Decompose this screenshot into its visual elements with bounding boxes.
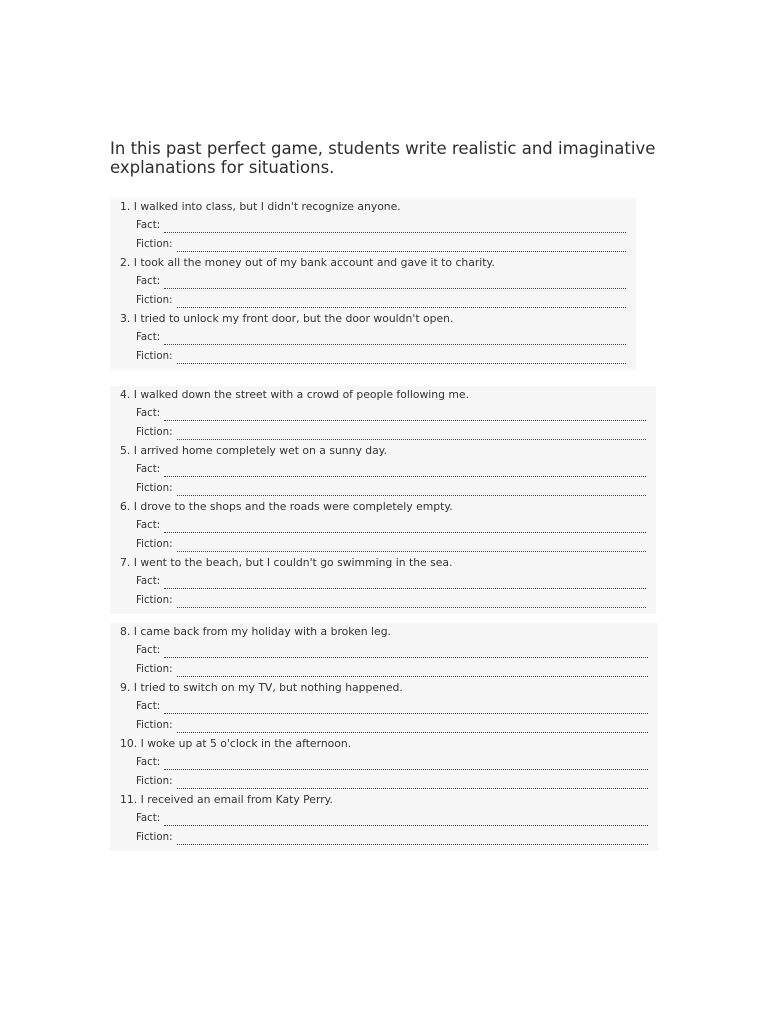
fact-line[interactable]	[136, 698, 648, 716]
answer-blank[interactable]	[164, 704, 648, 714]
exercise-item	[110, 198, 636, 254]
fiction-label: Fiction:	[136, 427, 173, 438]
answer-blank[interactable]	[164, 467, 646, 477]
item-prompt: 1. I walked into class, but I didn't recognize anyone.	[120, 200, 401, 213]
answer-blank[interactable]	[164, 760, 648, 770]
item-prompt: 3. I tried to unlock my front door, but the door wouldn't open.	[120, 312, 454, 325]
answer-blank[interactable]	[177, 486, 647, 496]
answer-blank[interactable]	[177, 598, 647, 608]
fiction-line[interactable]	[136, 348, 626, 366]
fiction-label: Fiction:	[136, 595, 173, 606]
answer-blank[interactable]	[164, 411, 646, 421]
fact-line[interactable]	[136, 461, 646, 479]
exercise-item	[110, 498, 656, 554]
item-prompt: 8. I came back from my holiday with a broken leg.	[120, 625, 391, 638]
exercise-item	[110, 310, 636, 366]
fact-line[interactable]	[136, 810, 648, 828]
fact-line[interactable]	[136, 517, 646, 535]
answer-blank[interactable]	[164, 279, 626, 289]
fiction-line[interactable]	[136, 236, 626, 254]
fiction-line[interactable]	[136, 717, 648, 735]
exercise-item	[110, 735, 658, 791]
fiction-label: Fiction:	[136, 539, 173, 550]
fact-label: Fact:	[136, 520, 161, 531]
answer-blank[interactable]	[177, 354, 627, 364]
fiction-line[interactable]	[136, 661, 648, 679]
fact-label: Fact:	[136, 576, 161, 587]
fiction-label: Fiction:	[136, 664, 173, 675]
fiction-label: Fiction:	[136, 351, 173, 362]
answer-blank[interactable]	[164, 523, 646, 533]
exercise-item	[110, 554, 656, 610]
fact-label: Fact:	[136, 220, 161, 231]
item-prompt: 5. I arrived home completely wet on a sunny day.	[120, 444, 388, 457]
item-prompt: 9. I tried to switch on my TV, but nothing happened.	[120, 681, 403, 694]
fiction-label: Fiction:	[136, 239, 173, 250]
fact-label: Fact:	[136, 701, 161, 712]
answer-blank[interactable]	[164, 335, 626, 345]
exercise-item	[110, 442, 656, 498]
fact-label: Fact:	[136, 757, 161, 768]
fiction-line[interactable]	[136, 592, 646, 610]
fact-line[interactable]	[136, 273, 626, 291]
fiction-label: Fiction:	[136, 483, 173, 494]
answer-blank[interactable]	[177, 667, 649, 677]
item-prompt: 10. I woke up at 5 o'clock in the afternoon.	[120, 737, 352, 750]
answer-blank[interactable]	[177, 542, 647, 552]
answer-blank[interactable]	[177, 430, 647, 440]
fact-line[interactable]	[136, 754, 648, 772]
answer-blank[interactable]	[177, 242, 627, 252]
page-title: In this past perfect game, students write realistic and imaginative explanations for situations.	[110, 139, 656, 177]
exercise-item	[110, 386, 656, 442]
fact-line[interactable]	[136, 642, 648, 660]
fiction-label: Fiction:	[136, 832, 173, 843]
fact-line[interactable]	[136, 329, 626, 347]
answer-blank[interactable]	[177, 723, 649, 733]
answer-blank[interactable]	[177, 298, 627, 308]
exercise-block-3	[110, 623, 658, 851]
item-prompt: 6. I drove to the shops and the roads were completely empty.	[120, 500, 453, 513]
answer-blank[interactable]	[164, 579, 646, 589]
fiction-line[interactable]	[136, 424, 646, 442]
item-prompt: 2. I took all the money out of my bank account and gave it to charity.	[120, 256, 495, 269]
exercise-item	[110, 791, 658, 847]
fact-line[interactable]	[136, 573, 646, 591]
fact-label: Fact:	[136, 645, 161, 656]
fiction-line[interactable]	[136, 292, 626, 310]
fact-label: Fact:	[136, 464, 161, 475]
exercise-item	[110, 623, 658, 679]
exercise-block-1	[110, 198, 636, 370]
item-prompt: 11. I received an email from Katy Perry.	[120, 793, 333, 806]
answer-blank[interactable]	[164, 223, 626, 233]
exercise-item	[110, 679, 658, 735]
fiction-label: Fiction:	[136, 720, 173, 731]
item-prompt: 7. I went to the beach, but I couldn't go swimming in the sea.	[120, 556, 453, 569]
fiction-label: Fiction:	[136, 295, 173, 306]
exercise-item	[110, 254, 636, 310]
fact-label: Fact:	[136, 813, 161, 824]
fiction-line[interactable]	[136, 536, 646, 554]
fiction-line[interactable]	[136, 773, 648, 791]
answer-blank[interactable]	[164, 648, 648, 658]
fact-label: Fact:	[136, 408, 161, 419]
fact-label: Fact:	[136, 276, 161, 287]
fact-line[interactable]	[136, 405, 646, 423]
fiction-line[interactable]	[136, 480, 646, 498]
answer-blank[interactable]	[177, 779, 649, 789]
answer-blank[interactable]	[164, 816, 648, 826]
answer-blank[interactable]	[177, 835, 649, 845]
fact-label: Fact:	[136, 332, 161, 343]
fact-line[interactable]	[136, 217, 626, 235]
fiction-line[interactable]	[136, 829, 648, 847]
fiction-label: Fiction:	[136, 776, 173, 787]
exercise-block-2	[110, 386, 656, 614]
item-prompt: 4. I walked down the street with a crowd of people following me.	[120, 388, 469, 401]
